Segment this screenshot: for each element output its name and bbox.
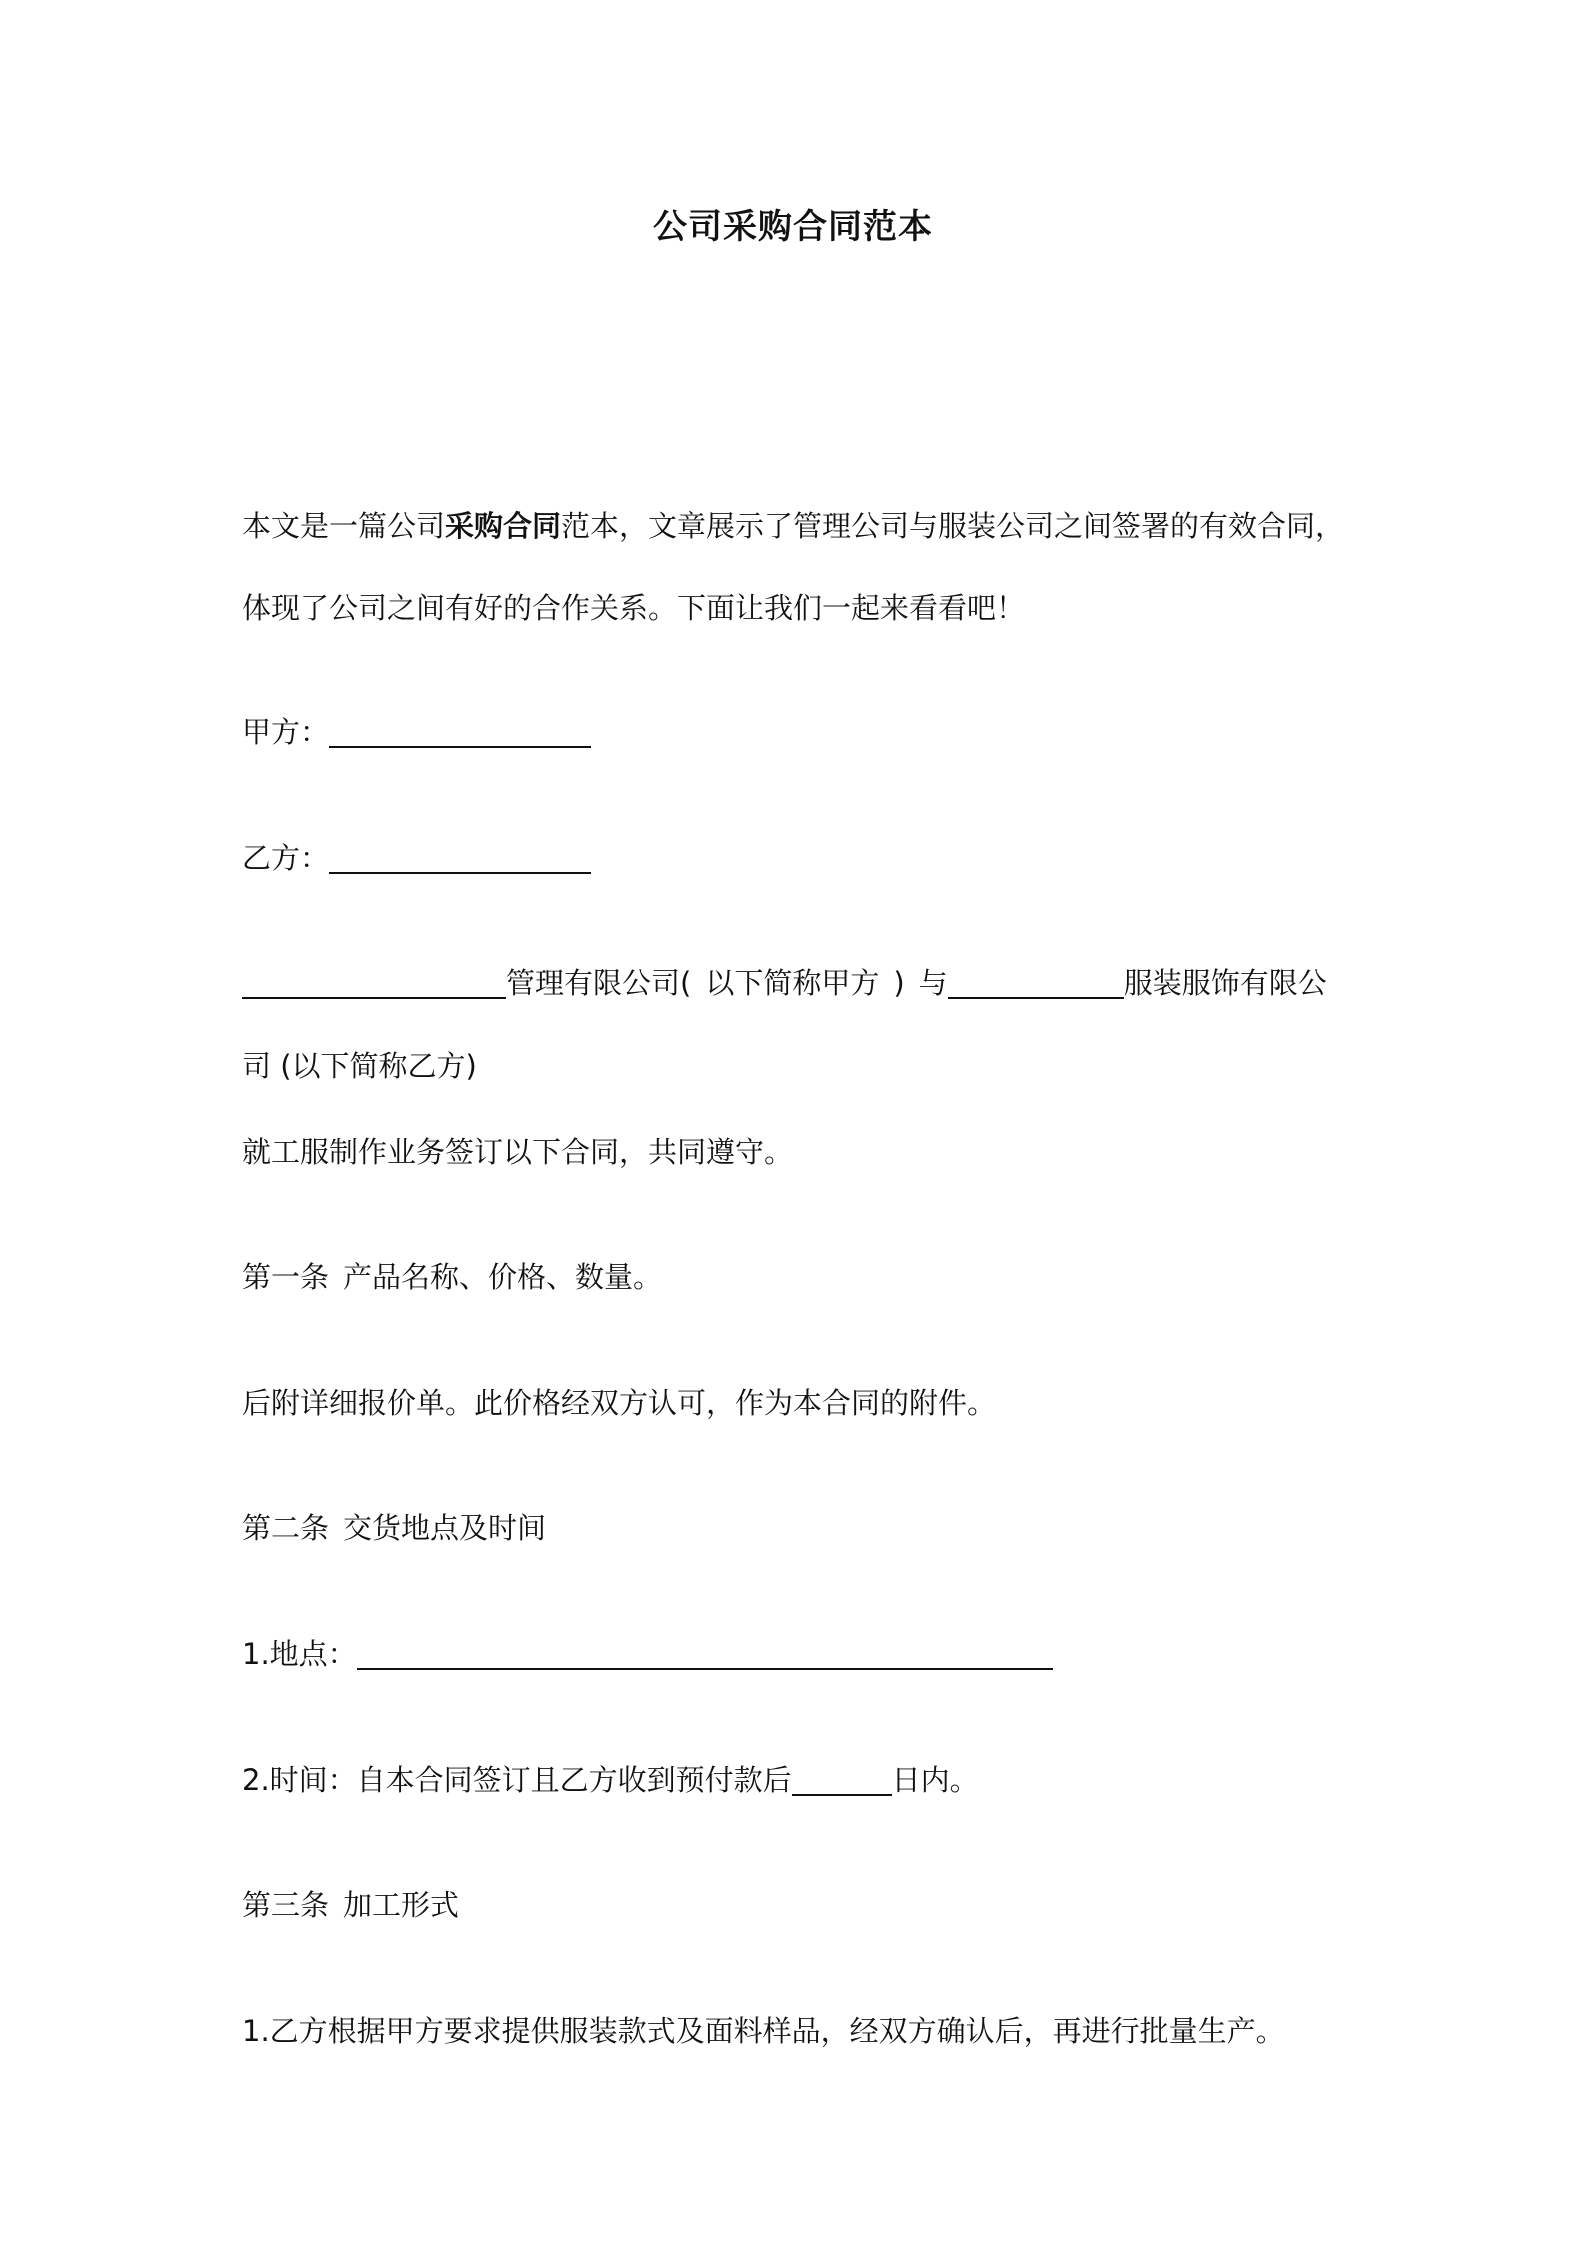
article-3-number: 第三条: [242, 1888, 330, 1922]
article-1-number: 第一条: [242, 1260, 330, 1294]
article-2-item-2: [242, 1758, 979, 1802]
article-2-number: 第二条: [242, 1511, 330, 1545]
location-label: 1.地点：: [242, 1637, 357, 1671]
article-2-heading: [242, 1506, 546, 1550]
location-blank: [357, 1638, 1053, 1670]
parties-text-b: 以下简称甲方: [705, 966, 880, 1000]
parties-text-a: 管理有限公司(: [506, 966, 692, 1000]
agreement-line: 就工服制作业务签订以下合同，共同遵守。: [242, 1135, 794, 1169]
parties-text-c: ): [893, 966, 905, 1000]
party-a-blank: [329, 716, 591, 748]
parties-line-2: 司 (以下简称乙方): [242, 1049, 477, 1083]
article-1-heading: [242, 1255, 662, 1299]
party-b-blank: [329, 842, 591, 874]
intro-text-end: 范本，文章展示了管理公司与服装公司之间签署的有效合同，: [561, 509, 1345, 543]
time-text-end: 日内。: [891, 1763, 979, 1797]
article-1-body: 后附详细报价单。此价格经双方认可，作为本合同的附件。: [242, 1386, 997, 1420]
intro-text-start: 本文是一篇公司: [242, 509, 446, 543]
document-title: 公司采购合同范本: [653, 207, 933, 247]
parties-text-d: 与: [918, 966, 948, 1000]
intro-line-2: 体现了公司之间有好的合作关系。下面让我们一起来看看吧！: [242, 591, 1026, 625]
party-a-label: 甲方：: [242, 715, 330, 749]
article-1-title: 产品名称、价格、数量。: [343, 1260, 663, 1294]
party-b-company-blank: [948, 967, 1124, 999]
days-blank: [792, 1764, 892, 1796]
article-3-heading: [242, 1883, 459, 1927]
party-a-company-blank: [242, 967, 506, 999]
intro-keyword-link[interactable]: 采购合同: [445, 509, 562, 543]
party-a-line: [242, 710, 591, 754]
parties-line-1: [242, 961, 1327, 1005]
article-3-item-1: 1.乙方根据甲方要求提供服装款式及面料样品，经双方确认后，再进行批量生产。: [242, 2014, 1285, 2048]
intro-line-1: [242, 504, 1344, 548]
article-2-item-1: [242, 1632, 1053, 1676]
party-b-label: 乙方：: [242, 841, 330, 875]
parties-text-e: 服装服饰有限公: [1123, 966, 1327, 1000]
time-text-start: 2.时间：自本合同签订且乙方收到预付款后: [242, 1763, 792, 1797]
article-2-title: 交货地点及时间: [343, 1511, 547, 1545]
party-b-line: [242, 836, 591, 880]
article-3-title: 加工形式: [343, 1888, 460, 1922]
